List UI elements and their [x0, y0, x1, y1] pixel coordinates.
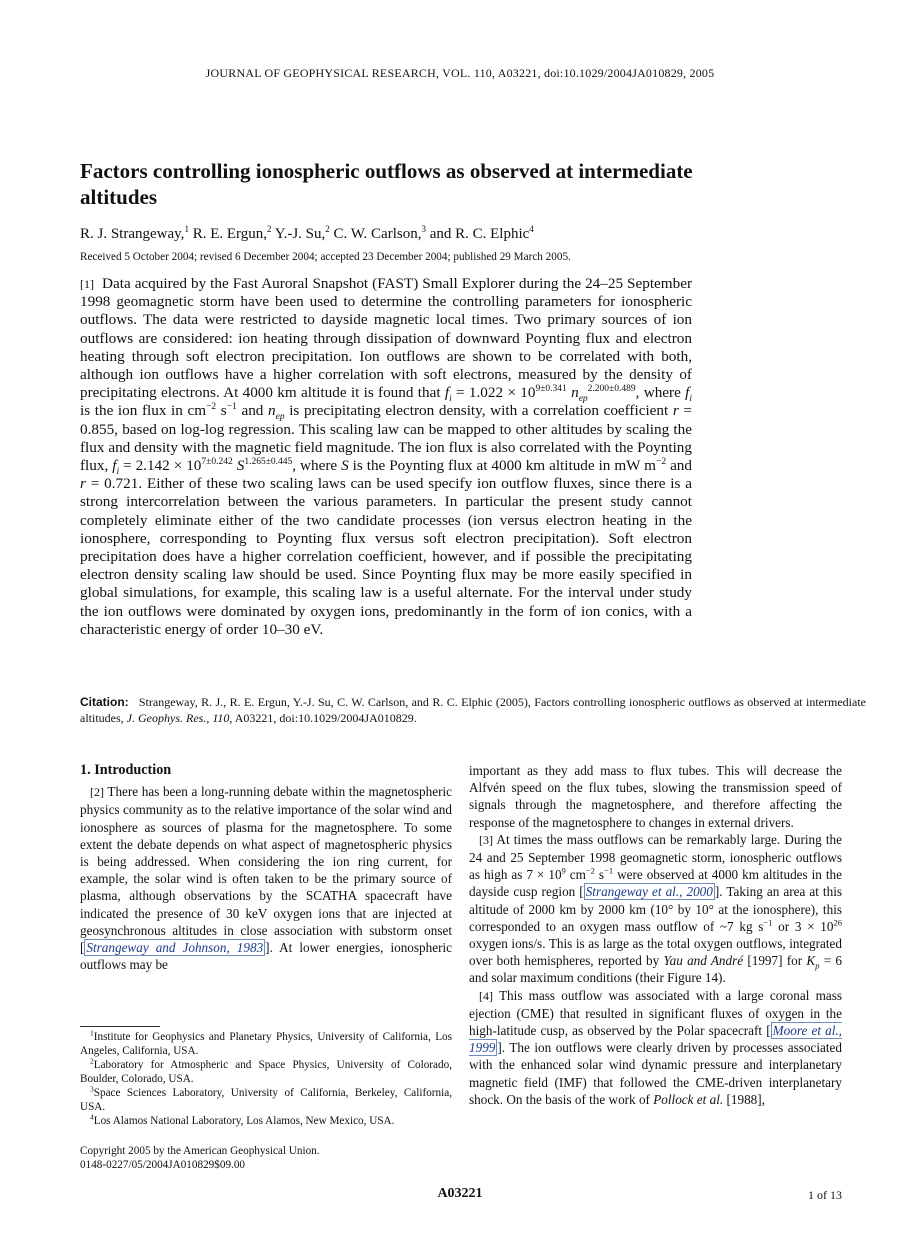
footnote-mark: 1 — [90, 1028, 94, 1038]
issn-line: 0148-0227/05/2004JA010829$09.00 — [80, 1159, 246, 1171]
paragraph-text: or 3 × 10 — [772, 918, 834, 934]
footnote — [80, 1114, 452, 1128]
author-list — [80, 224, 534, 243]
abstract-text: , where — [292, 457, 342, 475]
math-exp: −1 — [604, 865, 614, 876]
math-sub: ep — [275, 412, 285, 423]
paragraph-text: ]. The ion outflows were clearly driven by processes associated with the enhanced solar wind dynamic pressure and interplanetary magnetic field (IMF) that followed the CME-driven interplanetary shock. On the basis of the work of — [469, 1040, 842, 1107]
math-text: = 1.022 × 10 — [451, 384, 536, 402]
paragraph-text: = 6 and solar maximum conditions (their Figure 14). — [469, 953, 842, 986]
math-sub: i — [116, 467, 120, 478]
math-exp: 9 — [561, 865, 566, 876]
author: R. E. Ergun, — [192, 226, 267, 242]
reference-link[interactable] — [84, 939, 265, 956]
math-var: n — [571, 384, 579, 402]
math-sub: i — [449, 394, 452, 405]
paragraph-number: [1] — [80, 277, 94, 291]
footnote-text: Los Alamos National Laboratory, Los Alamos, New Mexico, USA. — [93, 1115, 395, 1127]
paragraph-text: ]. At lower energies, ionospheric outflows may be — [80, 940, 452, 973]
author: and R. C. Elphic — [429, 226, 530, 242]
abstract-text: and — [236, 402, 269, 420]
reference-text: Strangeway and Johnson, 1983 — [86, 940, 264, 956]
footnote-text: Institute for Geophysics and Planetary Physics, University of California, Los Angeles, California, USA. — [80, 1031, 452, 1057]
math-exp: −2 — [206, 402, 217, 413]
math-sub: p — [815, 960, 820, 971]
footnote — [80, 1086, 452, 1114]
abstract-text: is the ion flux in cm — [80, 402, 207, 420]
author: R. J. Strangeway, — [80, 226, 185, 242]
footnote-text: Space Sciences Laboratory, University of California, Berkeley, California, USA. — [80, 1087, 452, 1113]
paragraph-continuation: important as they add mass to flux tubes. This will decrease the Alfvén speed on the flux tubes, slowing the transmission speed of signals through the magnetosphere, and therefore affecting the response of the magnetosphere to changes in external drivers. — [469, 763, 842, 830]
math-exp: 26 — [833, 917, 842, 928]
paragraph-text: oxygen ions/s. This is as large as the total oxygen outflows, integrated over both hemispheres, reported by — [469, 936, 842, 969]
article-code: A03221 — [437, 1186, 483, 1201]
citation-volume: 110 — [212, 711, 230, 725]
author: C. W. Carlson, — [333, 226, 422, 242]
math-exp: 2.200±0.489 — [587, 384, 636, 395]
math-var: f — [112, 457, 117, 475]
abstract-text: is precipitating electron density, with a correlation coefficient — [284, 402, 673, 420]
reference-text: Moore et al., 1999 — [469, 1023, 842, 1056]
page-number: 1 of 13 — [808, 1188, 842, 1202]
abstract-text: , where — [635, 384, 686, 402]
math-var: K — [806, 953, 816, 969]
paragraph-text: This mass outflow was associated with a large coronal mass ejection (CME) that resulted in significant fluxes of oxygen in the high-latitude cusp, as observed by the Polar spacecraft [ — [469, 987, 842, 1039]
citation — [80, 694, 866, 726]
copyright — [80, 1144, 452, 1172]
math-exp: 7±0.242 — [201, 456, 233, 467]
article-title: Factors controlling ionospheric outflows as observed at intermediate altitudes — [80, 159, 693, 209]
paragraph-number: [4] — [479, 988, 493, 1003]
affiliation-mark: 2 — [267, 224, 272, 234]
paragraph-text: were observed at 4000 km altitudes in the dayside cusp region [ — [469, 867, 842, 900]
affiliation-mark: 1 — [184, 224, 189, 234]
math-exp: −2 — [656, 456, 667, 467]
footnote — [80, 1058, 452, 1086]
footnote-mark: 2 — [90, 1056, 94, 1066]
footnote-text: Laboratory for Atmospheric and Space Physics, University of Colorado, Boulder, Colorado, USA. — [80, 1059, 452, 1085]
math-sub: ep — [578, 394, 588, 405]
reference-text: Pollock et al. — [653, 1091, 724, 1107]
math-var: S — [341, 457, 349, 475]
abstract — [80, 275, 692, 639]
citation-tail: , A03221, doi:10.1029/2004JA010829. — [229, 711, 417, 725]
citation-journal: J. Geophys. Res. — [126, 711, 207, 725]
abstract-text: = 0.855, based on log-log regression. This scaling law can be mapped to other altitudes by scaling the flux and density with the magnetic field magnitude. The ion flux is also correlated with the Poynting flux, — [80, 402, 692, 475]
abstract-text: is the Poynting flux at 4000 km altitude in mW m — [348, 457, 656, 475]
journal-header: JOURNAL OF GEOPHYSICAL RESEARCH, VOL. 110, A03221, doi:10.1029/2004JA010829, 2005 — [205, 66, 715, 80]
affiliation-mark: 2 — [325, 224, 330, 234]
paragraph-number: [3] — [479, 832, 493, 847]
reference-text: Strangeway et al., 2000 — [585, 884, 713, 900]
footnotes — [80, 1030, 452, 1128]
author: Y.-J. Su, — [274, 226, 326, 242]
paragraph-text: At times the mass outflows can be remarkably large. During the 24 and 25 September 1998 geomagnetic storm, ionospheric outflows as high as 7 × 10 — [469, 831, 842, 883]
abstract-text: = 0.721. Either of these two scaling laws can be used specify ion outflow fluxes, since there is a strong intercorrelation between the various parameters. In particular the present study cannot completely eliminate either of the two candidate processes (ion versus electron heating in the ionosphere, corresponding to Poynting flux versus soft electron precipitation). Soft electron precipitation does have a higher correlation coefficient, however, and if possible the precipitating electron density scaling law should be used. Since Poynting flux may be more easily specified in global simulations, for example, this scaling law is a useful alternate. For the interval under study the ion outflows were dominated by oxygen ions, predominantly in the form of ion conics, with a characteristic energy of order 10–30 eV. — [80, 475, 692, 638]
citation-label: Citation: — [80, 695, 129, 709]
left-column — [80, 762, 452, 973]
paragraph-text: [1988], — [723, 1091, 765, 1107]
math-exp: −2 — [585, 865, 595, 876]
paragraph-text: s — [594, 867, 605, 883]
section-heading: 1. Introduction — [80, 762, 172, 778]
affiliation-mark: 4 — [529, 224, 534, 234]
footnote — [80, 1030, 452, 1058]
footnote-rule — [80, 1026, 160, 1027]
citation-text: Strangeway, R. J., R. E. Ergun, Y.-J. Su, C. W. Carlson, and R. C. Elphic (2005), Factors controlling ionospheric outflows as observed at intermediate altitudes, — [80, 695, 866, 725]
math-var: r — [672, 402, 679, 420]
reference-link[interactable] — [584, 883, 715, 900]
math-var: r — [80, 475, 86, 493]
right-column — [469, 762, 842, 1108]
paragraph-text: ]. Taking an area at this altitude of 2000 km by 2000 km (10° by 10° at the ionosphere), this corresponded to an oxygen mass outflow of ~7 kg s — [469, 884, 842, 934]
math-var: f — [444, 384, 450, 402]
math-var: f — [685, 384, 690, 402]
math-exp: −1 — [226, 402, 237, 413]
paragraph-text: cm — [565, 867, 586, 883]
paragraph-4 — [469, 987, 842, 1108]
math-exp: 9±0.341 — [535, 384, 567, 395]
reference-text: Yau and André — [663, 953, 744, 969]
math-exp: 1.265±0.445 — [244, 456, 293, 467]
copyright-line: Copyright 2005 by the American Geophysical Union. — [80, 1145, 320, 1157]
math-text: = 2.142 × 10 — [119, 457, 202, 475]
affiliation-mark: 3 — [421, 224, 426, 234]
abstract-text: Data acquired by the Fast Auroral Snapshot (FAST) Small Explorer during the 24–25 September 1998 geomagnetic storm have been used to determine the controlling parameters for ionospheric outflows. The data were restricted to dayside magnetic local times. Two primary sources of ion outflows are considered: ion heating through dissipation of downward Poynting flux and electron heating through soft electron precipitation. Ion outflows are shown to be correlated with both, although ion outflows have a higher correlation with soft electrons, measured by the density of precipitating electrons. At 4000 km altitude it is found that — [80, 275, 692, 402]
paragraph-text: There has been a long-running debate within the magnetospheric physics community as to the relative importance of the solar wind and ionosphere as sources of plasma for the magnetosphere. To some extent the debate depends on what aspect of magnetospheric physics is being addressed. When considering the ion ring current, for example, the solar wind is often taken to be the primary source of plasma, although observations by the SCATHA spacecraft have indicated the presence of 30 keV oxygen ions that are injected at geosynchronous altitudes in close association with substorm onset [ — [80, 784, 452, 956]
math-sub: i — [689, 394, 693, 405]
math-var: S — [236, 457, 245, 475]
abstract-text: and — [666, 457, 692, 475]
citation-sep: , — [206, 711, 213, 725]
footnote-mark: 4 — [90, 1112, 94, 1122]
paragraph-2 — [80, 783, 452, 973]
paragraph-3 — [469, 831, 842, 987]
footnote-mark: 3 — [90, 1084, 94, 1094]
math-var: n — [268, 402, 276, 420]
paragraph-number: [2] — [90, 785, 104, 800]
math-exp: −1 — [763, 917, 773, 928]
paragraph-text: [1997] for — [743, 953, 807, 969]
math-text: s — [216, 402, 227, 420]
received-dates: Received 5 October 2004; revised 6 December 2004; accepted 23 December 2004; published 29 March 2005. — [80, 251, 571, 263]
